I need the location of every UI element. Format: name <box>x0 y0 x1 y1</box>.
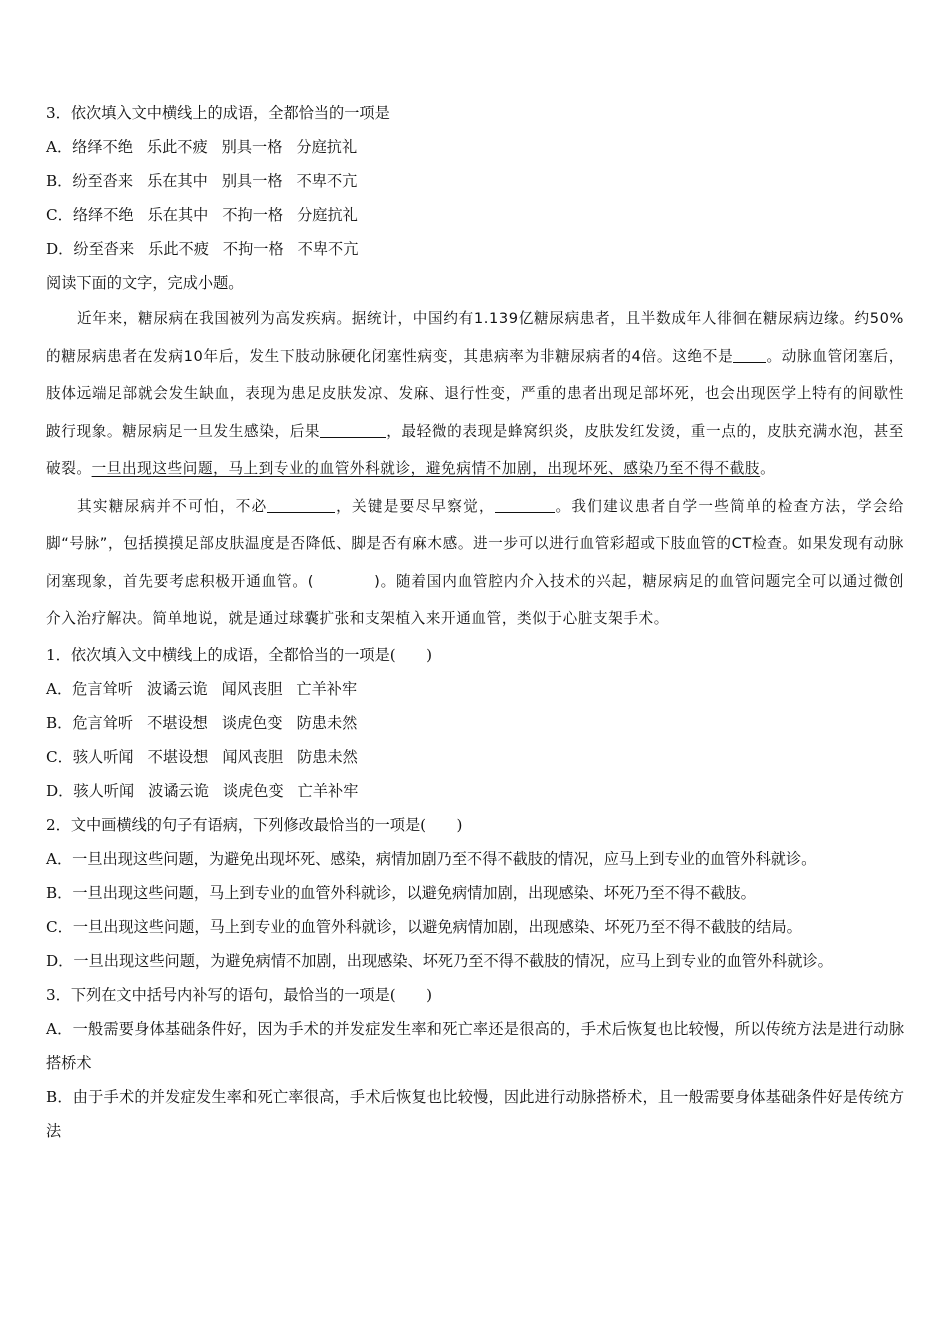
passage-paragraph-1: 近年来，糖尿病在我国被列为高发疾病。据统计，中国约有1.139亿糖尿病患者，且半数成年人徘徊在糖尿病边缘。约50%的糖尿病患者在发病10年后，发生下肢动脉硬化闭塞性病变，其患病率为非糖尿病者的4倍。这绝不是 。动脉血管闭塞后，肢体远端足部就会发生缺血，表现为患足皮肤发凉、发麻、退行性变，严重的患者出现足部坏死，也会出现医学上特有的间歇性跛行现象。糖尿病足一旦发生感染，后果 ，最轻微的表现是蜂窝织炎，皮肤发红发烫，重一点的，皮肤充满水泡，甚至破裂。一旦出现这些问题，马上到专业的血管外科就诊，避免病情不加剧，出现坏死、感染乃至不得不截肢。 <box>46 310 904 477</box>
question-3-top-option-b: B．纷至沓来 乐在其中 别具一格 不卑不亢 <box>46 172 358 190</box>
reading-instruction: 阅读下面的文字，完成小题。 <box>46 274 244 292</box>
fill-blank-2 <box>320 422 386 438</box>
exam-page <box>46 96 904 1148</box>
question-2-stem: 2．文中画横线的句子有语病，下列修改最恰当的一项是( ) <box>46 815 463 834</box>
question-1-option-d: D．骇人听闻 波谲云诡 谈虎色变 亡羊补牢 <box>46 781 359 800</box>
question-2-option-a: A．一旦出现这些问题，为避免出现坏死、感染，病情加剧乃至不得不截肢的情况，应马上到专业的血管外科就诊。 <box>46 849 817 868</box>
question-1-stem: 1．依次填入文中横线上的成语，全都恰当的一项是( ) <box>46 645 433 664</box>
underlined-sentence: 一旦出现这些问题，马上到专业的血管外科就诊，避免病情不加剧，出现坏死、感染乃至不得不截肢 <box>91 460 761 477</box>
question-3-option-a: A．一般需要身体基础条件好，因为手术的并发症发生率和死亡率还是很高的，手术后恢复也比较慢，所以传统方法是进行动脉搭桥术 <box>46 1019 905 1072</box>
question-3-stem: 3．下列在文中括号内补写的语句，最恰当的一项是( ) <box>46 985 433 1004</box>
question-3-top-option-d: D．纷至沓来 乐此不疲 不拘一格 不卑不亢 <box>46 240 359 258</box>
question-2-option-d: D．一旦出现这些问题，为避免病情不加剧，出现感染、坏死乃至不得不截肢的情况，应马上到专业的血管外科就诊。 <box>46 951 833 970</box>
question-3-top-stem: 3．依次填入文中横线上的成语，全都恰当的一项是 <box>46 104 390 122</box>
question-1-option-c: C．骇人听闻 不堪设想 闻风丧胆 防患未然 <box>46 747 358 766</box>
question-1-option-a: A．危言耸听 波谲云诡 闻风丧胆 亡羊补牢 <box>46 679 358 698</box>
fill-blank-4 <box>495 497 555 513</box>
question-3-top-option-c: C．络绎不绝 乐在其中 不拘一格 分庭抗礼 <box>46 206 358 224</box>
question-3-top-option-a: A．络绎不绝 乐此不疲 别具一格 分庭抗礼 <box>46 138 358 156</box>
question-2-option-b: B．一旦出现这些问题，马上到专业的血管外科就诊，以避免病情加剧，出现感染、坏死乃至不得不截肢。 <box>46 883 756 902</box>
passage-paragraph-2: 其实糖尿病并不可怕，不必 ，关键是要尽早察觉， 。我们建议患者自学一些简单的检查方法，学会给脚“号脉”，包括摸摸足部皮肤温度是否降低、脚是否有麻木感。进一步可以进行血管彩超或下肢血管的CT检查。如果发现有动脉闭塞现象，首先要考虑积极开通血管。( )。随着国内血管腔内介入技术的兴起，糖尿病足的血管问题完全可以通过微创介入治疗解决。简单地说，就是通过球囊扩张和支架植入来开通血管，类似于心脏支架手术。 <box>46 497 904 627</box>
fill-blank-1 <box>733 347 766 363</box>
fill-blank-3 <box>267 497 335 513</box>
question-1-option-b: B．危言耸听 不堪设想 谈虎色变 防患未然 <box>46 713 358 732</box>
question-2-option-c: C．一旦出现这些问题，马上到专业的血管外科就诊，以避免病情加剧，出现感染、坏死乃至不得不截肢的结局。 <box>46 917 802 936</box>
question-3-option-b: B．由于手术的并发症发生率和死亡率很高，手术后恢复也比较慢，因此进行动脉搭桥术，且一般需要身体基础条件好是传统方法 <box>46 1087 905 1140</box>
